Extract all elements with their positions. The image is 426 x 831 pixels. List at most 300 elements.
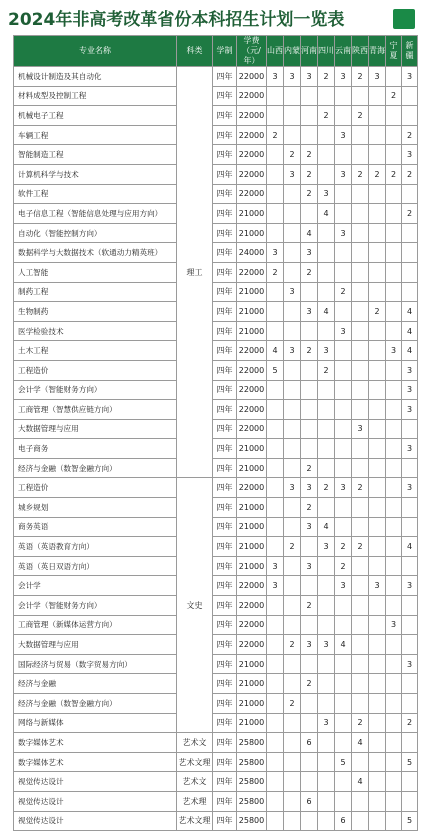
quota-cell: 2 (352, 164, 369, 184)
quota-cell (318, 498, 335, 518)
major-name: 经济与金融（数智金融方向） (14, 694, 177, 714)
quota-cell (369, 478, 386, 498)
quota-cell (267, 204, 284, 224)
quota-cell (318, 86, 335, 106)
table-row (14, 596, 418, 616)
quota-cell: 3 (267, 556, 284, 576)
quota-cell (284, 556, 301, 576)
duration-cell: 四年 (213, 517, 237, 537)
quota-cell (352, 184, 369, 204)
header-major: 专业名称 (14, 36, 177, 67)
quota-cell (284, 615, 301, 635)
quota-cell (386, 106, 402, 126)
quota-cell: 2 (284, 537, 301, 557)
quota-cell (335, 204, 352, 224)
quota-cell (369, 204, 386, 224)
quota-cell: 2 (352, 713, 369, 733)
quota-cell (369, 498, 386, 518)
fee-cell: 24000 (237, 243, 267, 263)
duration-cell: 四年 (213, 537, 237, 557)
quota-cell (335, 596, 352, 616)
major-name: 机械设计制造及其自动化 (14, 67, 177, 87)
duration-cell: 四年 (213, 654, 237, 674)
quota-cell (352, 223, 369, 243)
fee-cell: 25800 (237, 791, 267, 811)
quota-cell (352, 262, 369, 282)
quota-cell: 3 (284, 282, 301, 302)
header-province: 四川 (318, 36, 335, 67)
duration-cell: 四年 (213, 243, 237, 263)
table-row (14, 106, 418, 126)
table-row (14, 654, 418, 674)
quota-cell (267, 537, 284, 557)
table-row (14, 791, 418, 811)
quota-cell (402, 106, 418, 126)
quota-cell (284, 204, 301, 224)
table-row (14, 380, 418, 400)
quota-cell (267, 713, 284, 733)
quota-cell (402, 674, 418, 694)
quota-cell (267, 752, 284, 772)
quota-cell: 4 (318, 302, 335, 322)
duration-cell: 四年 (213, 596, 237, 616)
quota-cell (335, 380, 352, 400)
quota-cell: 3 (335, 576, 352, 596)
quota-cell (386, 733, 402, 753)
quota-cell (402, 243, 418, 263)
quota-cell (369, 262, 386, 282)
admission-plan-table (13, 35, 418, 831)
fee-cell: 21000 (237, 674, 267, 694)
fee-cell: 21000 (237, 282, 267, 302)
quota-cell: 3 (284, 341, 301, 361)
quota-cell (318, 752, 335, 772)
duration-cell: 四年 (213, 204, 237, 224)
duration-cell: 四年 (213, 106, 237, 126)
quota-cell (352, 400, 369, 420)
quota-cell: 4 (352, 733, 369, 753)
quota-cell (369, 635, 386, 655)
quota-cell: 3 (284, 164, 301, 184)
quota-cell: 2 (369, 164, 386, 184)
quota-cell: 5 (402, 811, 418, 831)
quota-cell: 6 (301, 791, 318, 811)
quota-cell (402, 596, 418, 616)
quota-cell (301, 576, 318, 596)
quota-cell (284, 458, 301, 478)
quota-cell (318, 223, 335, 243)
quota-cell (267, 164, 284, 184)
header-province: 陕西 (352, 36, 369, 67)
major-name: 生物制药 (14, 302, 177, 322)
quota-cell (267, 498, 284, 518)
quota-cell (267, 400, 284, 420)
fee-cell: 25800 (237, 772, 267, 792)
table-row (14, 164, 418, 184)
quota-cell: 4 (335, 635, 352, 655)
duration-cell: 四年 (213, 321, 237, 341)
quota-cell (301, 752, 318, 772)
quota-cell: 2 (386, 164, 402, 184)
quota-cell (386, 596, 402, 616)
quota-cell (267, 302, 284, 322)
quota-cell (352, 458, 369, 478)
major-name: 计算机科学与技术 (14, 164, 177, 184)
table-row (14, 517, 418, 537)
quota-cell (335, 615, 352, 635)
quota-cell (386, 752, 402, 772)
quota-cell: 2 (301, 164, 318, 184)
quota-cell (284, 713, 301, 733)
quota-cell (402, 635, 418, 655)
fee-cell: 22000 (237, 635, 267, 655)
quota-cell (352, 752, 369, 772)
fee-cell: 21000 (237, 517, 267, 537)
quota-cell (369, 321, 386, 341)
fee-cell: 22000 (237, 400, 267, 420)
quota-cell (335, 419, 352, 439)
quota-cell (318, 164, 335, 184)
quota-cell (352, 556, 369, 576)
quota-cell (369, 537, 386, 557)
quota-cell: 2 (402, 125, 418, 145)
fee-cell: 22000 (237, 596, 267, 616)
fee-cell: 21000 (237, 713, 267, 733)
fee-cell: 22000 (237, 380, 267, 400)
quota-cell: 2 (267, 262, 284, 282)
quota-cell (386, 145, 402, 165)
quota-cell (267, 439, 284, 459)
quota-cell (335, 458, 352, 478)
quota-cell (284, 380, 301, 400)
quota-cell (369, 341, 386, 361)
major-name: 材料成型及控制工程 (14, 86, 177, 106)
quota-cell (402, 517, 418, 537)
quota-cell (284, 184, 301, 204)
table-row (14, 86, 418, 106)
quota-cell: 3 (267, 67, 284, 87)
major-name: 制药工程 (14, 282, 177, 302)
header-duration: 学制 (213, 36, 237, 67)
quota-cell: 2 (402, 713, 418, 733)
quota-cell (284, 321, 301, 341)
duration-cell: 四年 (213, 439, 237, 459)
fee-cell: 22000 (237, 576, 267, 596)
quota-cell: 3 (402, 478, 418, 498)
quota-cell: 4 (402, 302, 418, 322)
quota-cell (352, 654, 369, 674)
quota-cell (352, 596, 369, 616)
quota-cell (386, 694, 402, 714)
quota-cell (284, 733, 301, 753)
quota-cell (267, 223, 284, 243)
major-name: 视觉传达设计 (14, 791, 177, 811)
quota-cell (386, 302, 402, 322)
quota-cell (369, 694, 386, 714)
header-province: 河南 (301, 36, 318, 67)
quota-cell (369, 752, 386, 772)
table-row (14, 674, 418, 694)
duration-cell: 四年 (213, 223, 237, 243)
quota-cell (369, 615, 386, 635)
quota-cell (386, 243, 402, 263)
fee-cell: 25800 (237, 752, 267, 772)
quota-cell (267, 596, 284, 616)
quota-cell (386, 556, 402, 576)
fee-cell: 22000 (237, 67, 267, 87)
fee-cell: 22000 (237, 341, 267, 361)
fee-cell: 25800 (237, 811, 267, 831)
quota-cell (318, 243, 335, 263)
fee-cell: 22000 (237, 262, 267, 282)
quota-cell (267, 321, 284, 341)
quota-cell (352, 674, 369, 694)
quota-cell (284, 262, 301, 282)
quota-cell (352, 517, 369, 537)
quota-cell: 2 (301, 145, 318, 165)
quota-cell: 3 (402, 654, 418, 674)
quota-cell (352, 321, 369, 341)
quota-cell (386, 674, 402, 694)
major-name: 电子信息工程（智能信息处理与应用方向） (14, 204, 177, 224)
quota-cell (335, 243, 352, 263)
major-name: 英语（英语教育方向） (14, 537, 177, 557)
duration-cell: 四年 (213, 615, 237, 635)
fee-cell: 21000 (237, 654, 267, 674)
quota-cell (402, 86, 418, 106)
quota-cell (318, 145, 335, 165)
major-name: 工程造价 (14, 478, 177, 498)
quota-cell (335, 262, 352, 282)
category-cell: 艺术文 (177, 772, 213, 792)
major-name: 工程造价 (14, 360, 177, 380)
duration-cell: 四年 (213, 752, 237, 772)
quota-cell (386, 419, 402, 439)
duration-cell: 四年 (213, 86, 237, 106)
quota-cell (386, 223, 402, 243)
quota-cell: 3 (301, 517, 318, 537)
quota-cell (335, 733, 352, 753)
duration-cell: 四年 (213, 341, 237, 361)
quota-cell: 3 (335, 478, 352, 498)
quota-cell (284, 517, 301, 537)
quota-cell (352, 576, 369, 596)
major-name: 数据科学与大数据技术（软通动力精英班） (14, 243, 177, 263)
major-name: 英语（英日双语方向） (14, 556, 177, 576)
quota-cell: 2 (335, 537, 352, 557)
duration-cell: 四年 (213, 282, 237, 302)
quota-cell (369, 674, 386, 694)
quota-cell (301, 439, 318, 459)
table-row (14, 400, 418, 420)
quota-cell (284, 106, 301, 126)
quota-cell (318, 674, 335, 694)
duration-cell: 四年 (213, 674, 237, 694)
quota-cell: 3 (335, 321, 352, 341)
quota-cell (335, 439, 352, 459)
quota-cell: 4 (402, 321, 418, 341)
quota-cell (267, 791, 284, 811)
quota-cell (318, 811, 335, 831)
quota-cell (335, 791, 352, 811)
header-category: 科类 (177, 36, 213, 67)
quota-cell (335, 517, 352, 537)
quota-cell (402, 262, 418, 282)
quota-cell: 2 (335, 556, 352, 576)
quota-cell (267, 184, 284, 204)
quota-cell (284, 811, 301, 831)
quota-cell (369, 86, 386, 106)
duration-cell: 四年 (213, 458, 237, 478)
table-row (14, 321, 418, 341)
quota-cell: 2 (335, 282, 352, 302)
quota-cell (352, 380, 369, 400)
quota-cell: 2 (318, 67, 335, 87)
quota-cell: 2 (318, 106, 335, 126)
quota-cell (301, 360, 318, 380)
major-name: 视觉传达设计 (14, 811, 177, 831)
quota-cell (318, 458, 335, 478)
quota-cell: 2 (301, 184, 318, 204)
quota-cell: 6 (335, 811, 352, 831)
quota-cell (301, 321, 318, 341)
major-name: 会计学 (14, 576, 177, 596)
fee-cell: 21000 (237, 556, 267, 576)
quota-cell (335, 106, 352, 126)
quota-cell: 3 (402, 400, 418, 420)
quota-cell (318, 282, 335, 302)
quota-cell (335, 654, 352, 674)
quota-cell (318, 791, 335, 811)
quota-cell (386, 576, 402, 596)
quota-cell: 3 (301, 478, 318, 498)
quota-cell (402, 223, 418, 243)
quota-cell (386, 498, 402, 518)
quota-cell: 3 (318, 635, 335, 655)
quota-cell (369, 458, 386, 478)
major-name: 城乡规划 (14, 498, 177, 518)
quota-cell: 2 (301, 596, 318, 616)
table-row (14, 478, 418, 498)
major-name: 数字媒体艺术 (14, 733, 177, 753)
quota-cell: 2 (352, 537, 369, 557)
quota-cell (301, 106, 318, 126)
quota-cell (335, 184, 352, 204)
quota-cell (267, 772, 284, 792)
quota-cell (402, 772, 418, 792)
quota-cell: 4 (352, 772, 369, 792)
quota-cell (402, 556, 418, 576)
quota-cell (352, 615, 369, 635)
major-name: 工商管理（智慧供应链方向） (14, 400, 177, 420)
table-row (14, 302, 418, 322)
quota-cell (352, 341, 369, 361)
quota-cell (352, 635, 369, 655)
quota-cell (284, 772, 301, 792)
fee-cell: 22000 (237, 86, 267, 106)
quota-cell: 2 (402, 164, 418, 184)
quota-cell: 2 (318, 360, 335, 380)
table-row (14, 125, 418, 145)
quota-cell (352, 302, 369, 322)
quota-cell (386, 262, 402, 282)
duration-cell: 四年 (213, 380, 237, 400)
major-name: 国际经济与贸易（数字贸易方向） (14, 654, 177, 674)
quota-cell (335, 674, 352, 694)
quota-cell (267, 674, 284, 694)
fee-cell: 25800 (237, 733, 267, 753)
quota-cell: 3 (335, 125, 352, 145)
quota-cell (369, 811, 386, 831)
quota-cell: 2 (301, 458, 318, 478)
fee-cell: 21000 (237, 458, 267, 478)
quota-cell (386, 204, 402, 224)
quota-cell (369, 145, 386, 165)
major-name: 人工智能 (14, 262, 177, 282)
quota-cell (386, 67, 402, 87)
quota-cell (369, 223, 386, 243)
quota-cell: 3 (402, 67, 418, 87)
quota-cell (301, 772, 318, 792)
quota-cell (301, 694, 318, 714)
major-name: 经济与金融（数智金融方向） (14, 458, 177, 478)
quota-cell: 3 (386, 615, 402, 635)
quota-cell: 3 (335, 223, 352, 243)
quota-cell: 2 (284, 694, 301, 714)
duration-cell: 四年 (213, 125, 237, 145)
table-row (14, 204, 418, 224)
table-row (14, 713, 418, 733)
quota-cell (267, 694, 284, 714)
quota-cell: 3 (352, 419, 369, 439)
major-name: 会计学（智能财务方向） (14, 380, 177, 400)
quota-cell: 4 (301, 223, 318, 243)
table-row (14, 537, 418, 557)
quota-cell (335, 498, 352, 518)
table-row (14, 184, 418, 204)
duration-cell: 四年 (213, 694, 237, 714)
quota-cell: 4 (267, 341, 284, 361)
fee-cell: 21000 (237, 439, 267, 459)
header-province: 新疆 (402, 36, 418, 67)
quota-cell (386, 439, 402, 459)
table-row (14, 772, 418, 792)
quota-cell: 2 (402, 204, 418, 224)
duration-cell: 四年 (213, 811, 237, 831)
quota-cell (318, 125, 335, 145)
quota-cell (386, 380, 402, 400)
table-row (14, 341, 418, 361)
category-cell: 理工 (177, 67, 213, 478)
header-province: 宁夏 (386, 36, 402, 67)
quota-cell (267, 419, 284, 439)
quota-cell (369, 772, 386, 792)
major-name: 网络与新媒体 (14, 713, 177, 733)
quota-cell (301, 537, 318, 557)
quota-cell (335, 772, 352, 792)
quota-cell: 3 (301, 302, 318, 322)
table-row (14, 419, 418, 439)
quota-cell (267, 478, 284, 498)
quota-cell (369, 556, 386, 576)
quota-cell (267, 733, 284, 753)
quota-cell (284, 125, 301, 145)
quota-cell (386, 654, 402, 674)
quota-cell (335, 400, 352, 420)
header-province: 内蒙 (284, 36, 301, 67)
quota-cell (402, 498, 418, 518)
quota-cell: 2 (301, 674, 318, 694)
